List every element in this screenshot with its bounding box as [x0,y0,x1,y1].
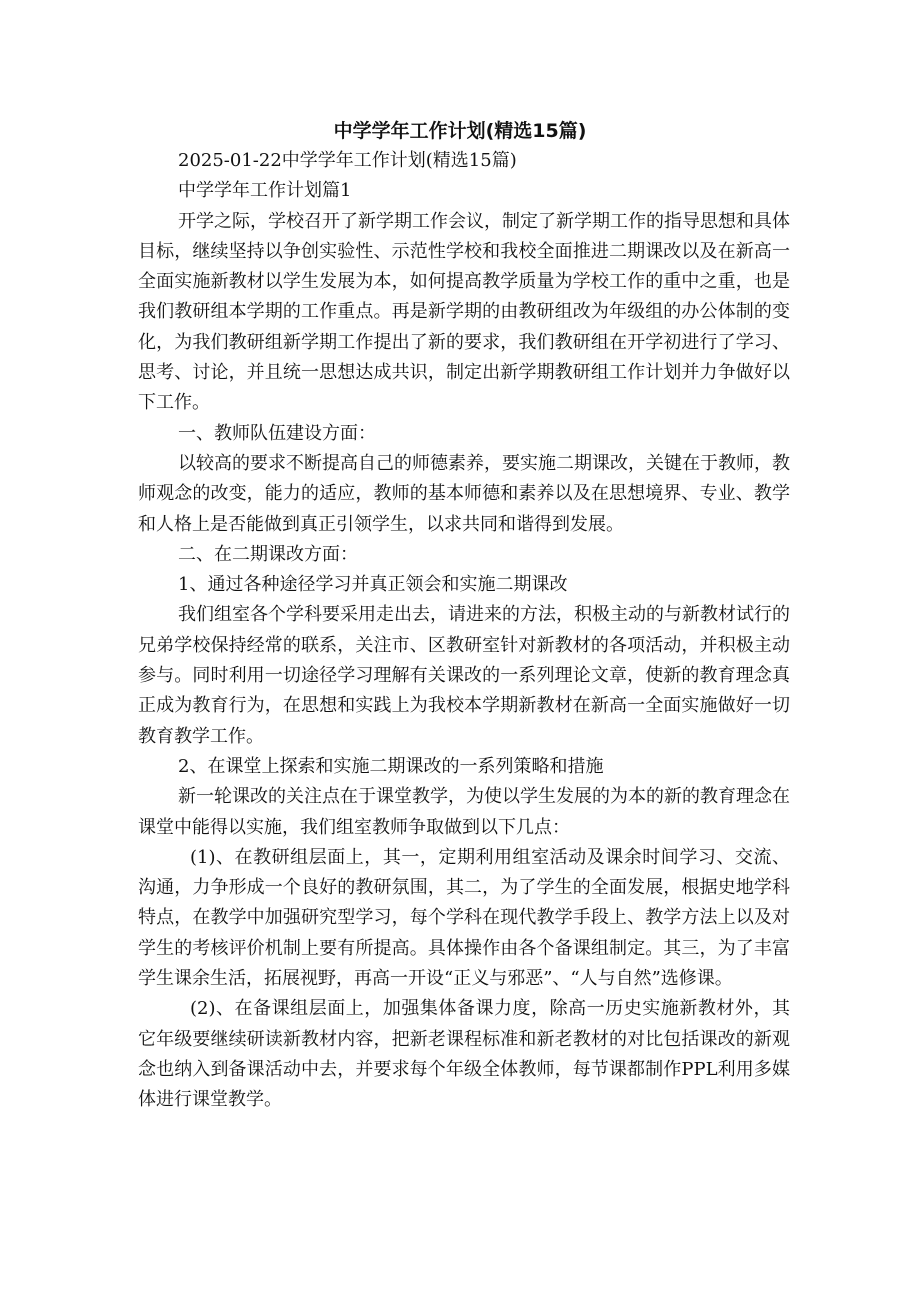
paragraph-item-2: 新一轮课改的关注点在于课堂教学，为使以学生发展的为本的新的教育理念在课堂中能得以实施，我们组室教师争取做到以下几点： [138,786,790,838]
paragraph-item-1: 我们组室各个学科要采用走出去，请进来的方法，积极主动的与新教材试行的兄弟学校保持经常的联系，关注市、区教研室针对新教材的各项活动，并积极主动参与。同时利用一切途径学习理解有关课改的一系列理论文章，使新的教育理念真正成为教育行为，在思想和实践上为我校本学期新教材在新高一全面实施做好一切教育教学工作。 [138,604,790,747]
section-heading: 中学学年工作计划篇1 [178,180,352,202]
meta-line: 2025-01-22中学学年工作计划(精选15篇) [178,150,517,171]
heading-curriculum-reform: 二、在二期课改方面： [178,543,358,565]
paragraph-teacher-team: 以较高的要求不断提高自己的师德素养，要实施二期课改，关键在于教师，教师观念的改变，能力的适应，教师的基本师德和素养以及在思想境界、专业、教学和人格上是否能做到真正引领学生，以求共同和谐得到发展。 [138,452,790,535]
paragraph-subitem-2: (2)、在备课组层面上，加强集体备课力度，除高一历史实施新教材外，其它年级要继续研读新教材内容，把新老课程标准和新老教材的对比包括课改的新观念也纳入到备课活动中去，并要求每个年级全体教师，每节课都制作PPL利用多媒体进行课堂教学。 [138,998,790,1111]
document-body [138,146,790,1116]
item-heading-2: 2、在课堂上探索和实施二期课改的一系列策略和措施 [178,755,604,777]
document-title: 中学学年工作计划(精选15篇) [333,120,587,142]
item-heading-1: 1、通过各种途径学习并真正领会和实施二期课改 [178,574,568,596]
paragraph-intro: 开学之际，学校召开了新学期工作会议，制定了新学期工作的指导思想和具体目标，继续坚持以争创实验性、示范性学校和我校全面推进二期课改以及在新高一全面实施新教材以学生发展为本，如何提高教学质量为学校工作的重中之重，也是我们教研组本学期的工作重点。再是新学期的由教研组改为年级组的办公体制的变化，为我们教研组新学期工作提出了新的要求，我们教研组在开学初进行了学习、思考、讨论，并且统一思想达成共识，制定出新学期教研组工作计划并力争做好以下工作。 [138,210,790,414]
paragraph-subitem-1: (1)、在教研组层面上，其一，定期利用组室活动及课余时间学习、交流、沟通，力争形成一个良好的教研氛围，其二，为了学生的全面发展，根据史地学科特点，在教学中加强研究型学习，每个学科在现代教学手段上、教学方法上以及对学生的考核评价机制上要有所提高。具体操作由各个备课组制定。其三，为了丰富学生课余生活，拓展视野，再高一开设“正义与邪恶”、“人与自然”选修课。 [138,846,790,990]
heading-teacher-team: 一、教师队伍建设方面： [178,422,376,444]
